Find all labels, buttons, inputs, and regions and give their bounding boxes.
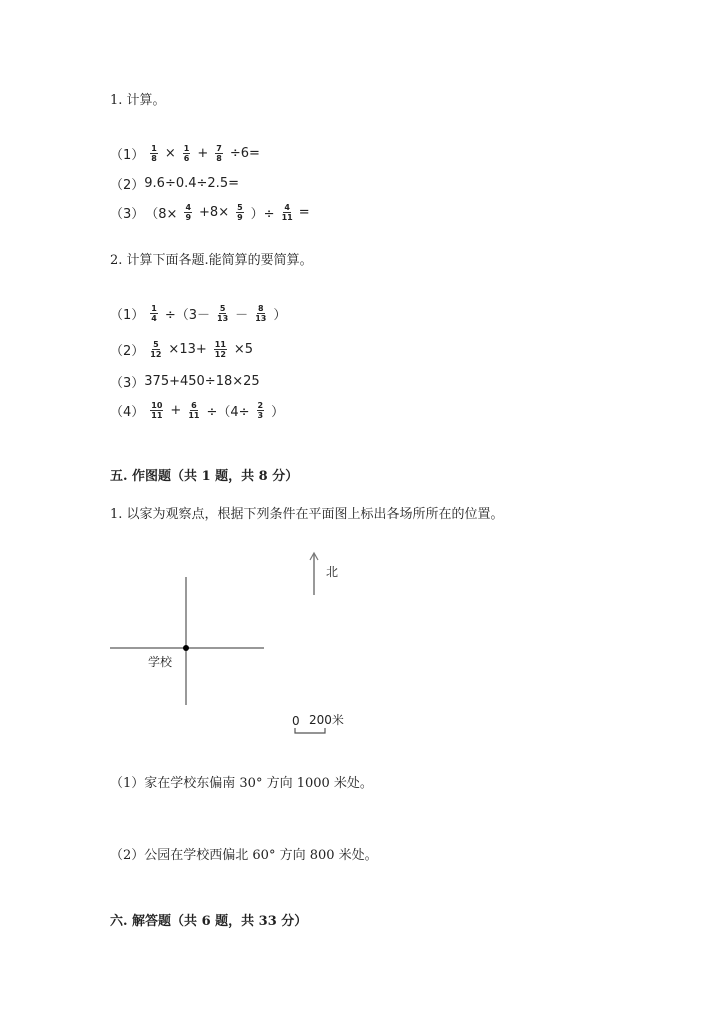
fraction: $\frac{10}{11}$ [151,401,163,420]
fraction: $\frac{1}{8}$ [151,144,157,163]
q2-problem-1: （1） $\frac{1}{4}$ ÷（3－ $\frac{5}{13}$ － $\frac{8}{13}$ ） [110,304,287,323]
q2-problem-2: （2） $\frac{5}{12}$ ×13+ $\frac{11}{12}$ ×5 [110,340,254,359]
fraction: $\frac{1}{6}$ [183,144,190,163]
fraction: $\frac{2}{3}$ [257,401,264,420]
map-diagram [0,540,720,740]
fraction: $\frac{4}{9}$ [185,203,192,222]
q1-problem-3: （3） （8× $\frac{4}{9}$ +8× $\frac{5}{9}$ ）÷ $\frac{4}{11}$ = [110,203,310,222]
q2-title: 2. 计算下面各题.能简算的要简算。 [110,253,313,268]
q1-problem-2: （2） 9.6÷0.4÷2.5= [110,176,239,193]
section-5-question: 1. 以家为观察点，根据下列条件在平面图上标出各场所所在的位置。 [110,507,504,522]
section-6-heading: 六. 解答题（共 6 题，共 33 分） [110,914,308,929]
fraction: $\frac{4}{11}$ [281,203,293,222]
fraction: $\frac{1}{4}$ [151,304,157,323]
fraction: $\frac{5}{13}$ [217,304,229,323]
north-label: 北 [326,565,339,579]
scale-bar [295,728,325,733]
q2-problem-4: （4） $\frac{10}{11}$ + $\frac{6}{11}$ ÷（4÷ $\frac{2}{3}$ ） [110,401,285,420]
scale-zero: 0 [292,714,300,728]
section-5-heading: 五. 作图题（共 1 题，共 8 分） [110,469,299,484]
fraction: $\frac{8}{13}$ [255,304,267,323]
fraction: $\frac{6}{11}$ [188,401,200,420]
fraction: $\frac{5}{9}$ [237,203,243,222]
q1-problem-1: （1） $\frac{1}{8}$ × $\frac{1}{6}$ + $\frac{7}{8}$ ÷6= [110,144,260,163]
fraction: $\frac{7}{8}$ [216,144,222,163]
q1-title: 1. 计算。 [110,93,166,108]
scale-label: 200米 [309,713,344,727]
school-point [183,645,189,651]
q2-problem-3: （3） 375+450÷18×25 [110,374,260,391]
label: （1） [110,148,145,163]
school-label: 学校 [148,655,173,669]
condition-1: （1）家在学校东偏南 30° 方向 1000 米处。 [110,776,373,791]
fraction: $\frac{11}{12}$ [214,340,226,359]
fraction: $\frac{5}{12}$ [150,340,162,359]
condition-2: （2）公园在学校西偏北 60° 方向 800 米处。 [110,848,378,863]
